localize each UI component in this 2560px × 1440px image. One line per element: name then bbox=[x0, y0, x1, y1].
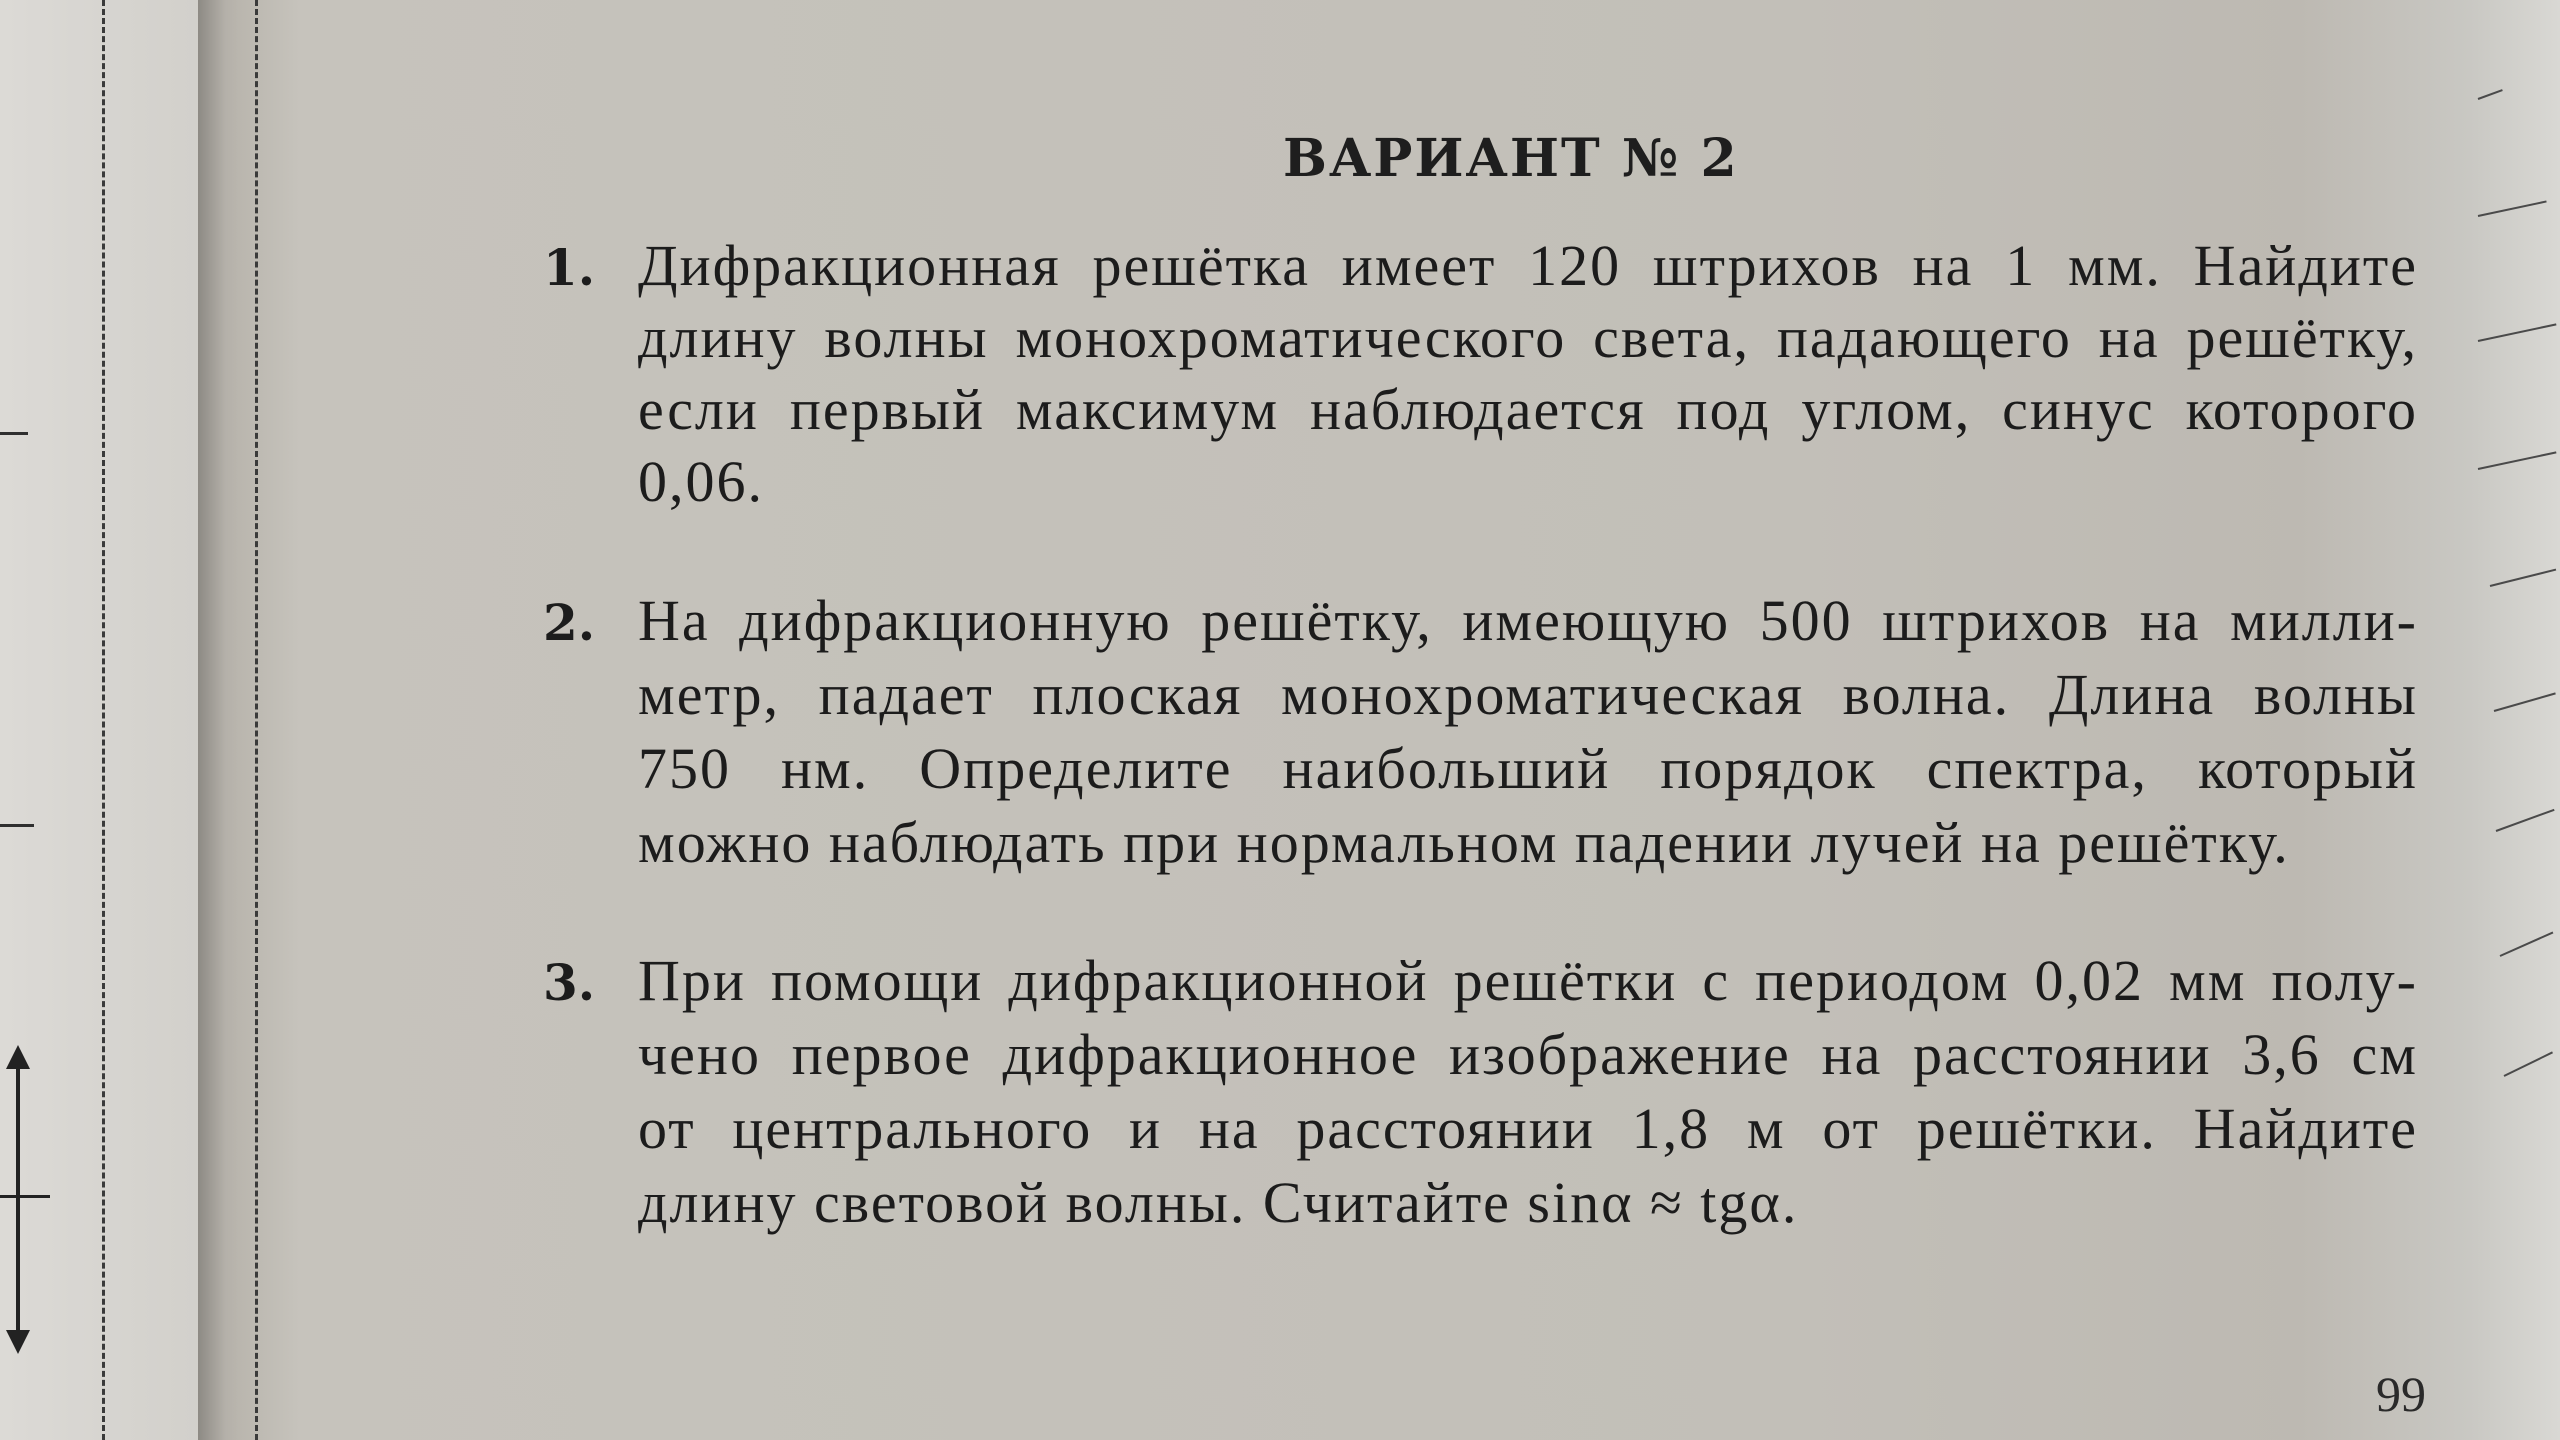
problem-number: 3. bbox=[543, 953, 596, 1012]
page-edge-line bbox=[2500, 931, 2554, 956]
page-edge-line bbox=[2494, 692, 2556, 712]
page-edge-line bbox=[2478, 200, 2547, 217]
problem-text-line: можно наблюдать при нормальном падении лучей на решётку. bbox=[638, 810, 2290, 875]
arrow-crossbar bbox=[0, 1195, 50, 1198]
left-cut-line bbox=[102, 0, 105, 1440]
problem-number: 1. bbox=[543, 238, 596, 297]
problem-text-line: длину волны монохроматического света, падающего на решётку, bbox=[638, 305, 2418, 370]
left-margin-mark bbox=[0, 432, 28, 435]
book-gutter bbox=[198, 0, 238, 1440]
page-edge-line bbox=[2504, 1051, 2553, 1076]
textbook-page bbox=[238, 0, 2468, 1440]
problem-text-line: 750 нм. Определите наибольший порядок спектра, который bbox=[638, 736, 2418, 801]
page-number: 99 bbox=[2376, 1366, 2426, 1422]
page-edge-line bbox=[2478, 89, 2503, 100]
problem-text-line: 0,06. bbox=[638, 449, 764, 514]
page-title: ВАРИАНТ № 2 bbox=[1283, 128, 1739, 189]
left-margin-mark bbox=[0, 824, 34, 827]
problem-text-line: длину световой волны. Считайте sinα ≈ tgα. bbox=[638, 1170, 1799, 1235]
page-edge-line bbox=[2478, 323, 2557, 342]
problem-text-line: При помощи дифракционной решётки с периодом 0,02 мм полу- bbox=[638, 948, 2418, 1013]
left-page-strip bbox=[0, 0, 200, 1440]
problem-text-line: На дифракционную решётку, имеющую 500 штрихов на милли- bbox=[638, 588, 2418, 653]
problem-text-line: чено первое дифракционное изображение на расстоянии 3,6 см bbox=[638, 1022, 2418, 1087]
page-edge-line bbox=[2490, 569, 2556, 587]
problem-text-line: Дифракционная решётка имеет 120 штрихов на 1 мм. Найдите bbox=[638, 233, 2418, 298]
problem-text-line: метр, падает плоская монохроматическая волна. Длина волны bbox=[638, 662, 2418, 727]
problem-number: 2. bbox=[543, 593, 596, 652]
page-edge-line bbox=[2496, 809, 2555, 832]
page-edge-line bbox=[2478, 451, 2557, 470]
problem-text-line: от центрального и на расстоянии 1,8 м от решётки. Найдите bbox=[638, 1096, 2418, 1161]
problem-text-line: если первый максимум наблюдается под углом, синус которого bbox=[638, 377, 2418, 442]
arrow-down-icon bbox=[6, 1330, 30, 1354]
